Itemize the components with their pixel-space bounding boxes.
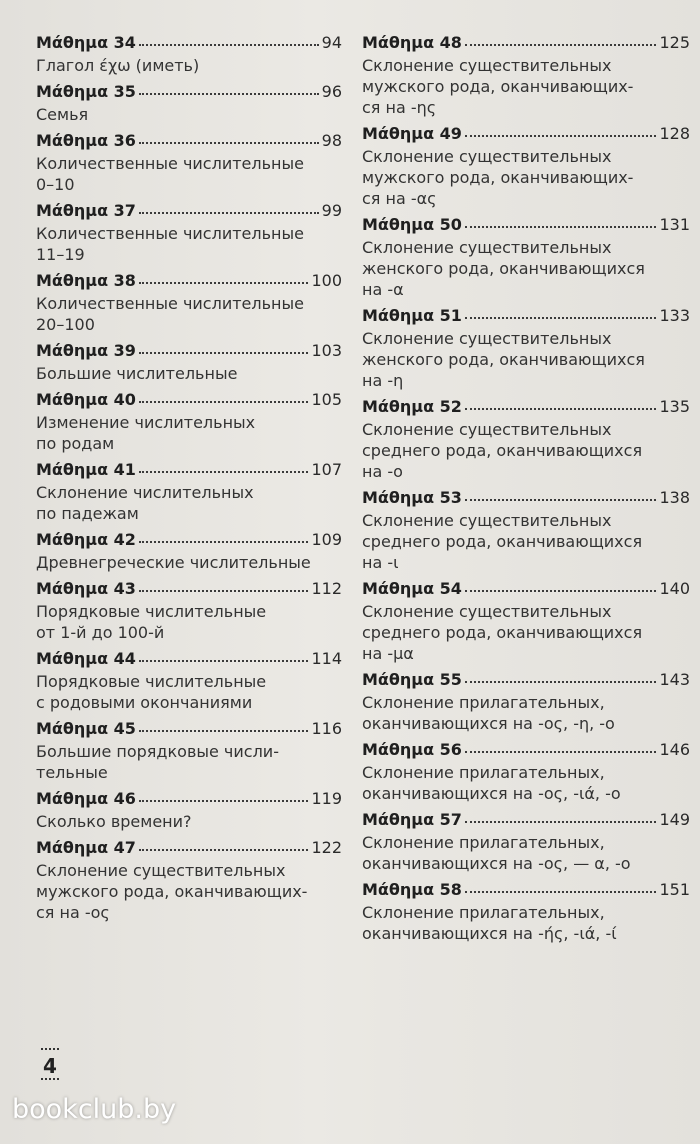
lesson-title: Μάθημα 53	[362, 488, 462, 507]
lesson-description-line: Семья	[36, 105, 89, 124]
lesson-title: Μάθημα 40	[36, 390, 136, 409]
toc-entry-heading	[362, 212, 690, 237]
lesson-description	[36, 412, 342, 454]
toc-entry	[36, 527, 342, 573]
lesson-title: Μάθημα 43	[36, 579, 136, 598]
toc-entry-heading	[36, 338, 342, 363]
lesson-description-line: Склонение прилагательных,	[362, 763, 605, 782]
lesson-description-line: Склонение существительных	[362, 329, 612, 348]
toc-entry-heading	[36, 835, 342, 860]
lesson-description-line: Склонение существительных	[362, 602, 612, 621]
toc-entry-heading	[36, 646, 342, 671]
lesson-description-line: среднего рода, оканчивающихся	[362, 623, 643, 642]
lesson-title: Μάθημα 46	[36, 789, 136, 808]
lesson-title: Μάθημα 52	[362, 397, 462, 416]
lesson-page-number: 100	[311, 271, 342, 290]
toc-entry-heading	[36, 198, 342, 223]
toc-entry-heading	[362, 576, 690, 601]
lesson-description-line: оканчивающихся на -ος, — α, -ο	[362, 854, 631, 873]
lesson-page-number: 119	[311, 789, 342, 808]
lesson-title: Μάθημα 42	[36, 530, 136, 549]
lesson-description	[362, 510, 690, 573]
lesson-description-line: Склонение прилагательных,	[362, 833, 605, 852]
lesson-description	[362, 55, 690, 118]
lesson-page-number: 98	[321, 131, 342, 150]
lesson-title: Μάθημα 47	[36, 838, 136, 857]
dot-leader	[465, 736, 657, 753]
dot-leader	[139, 197, 319, 214]
lesson-title: Μάθημα 48	[362, 33, 462, 52]
lesson-description-line: по родам	[36, 434, 115, 453]
lesson-description	[36, 363, 342, 384]
toc-entry	[36, 198, 342, 265]
lesson-page-number: 105	[311, 390, 342, 409]
lesson-page-number: 109	[311, 530, 342, 549]
lesson-title: Μάθημα 56	[362, 740, 462, 759]
toc-entry	[362, 30, 690, 118]
toc-entry-heading	[362, 737, 690, 762]
lesson-description-line: Склонение существительных	[362, 238, 612, 257]
lesson-description	[36, 293, 342, 335]
lesson-title: Μάθημα 44	[36, 649, 136, 668]
dot-leader	[139, 645, 309, 662]
lesson-title: Μάθημα 58	[362, 880, 462, 899]
lesson-description	[36, 104, 342, 125]
lesson-description	[36, 671, 342, 713]
dot-leader	[465, 302, 657, 319]
toc-entry	[362, 877, 690, 944]
lesson-description-line: Склонение существительных	[36, 861, 286, 880]
toc-entry	[36, 786, 342, 832]
lesson-description-line: Порядковые числительные	[36, 602, 267, 621]
lesson-page-number: 149	[659, 810, 690, 829]
lesson-description	[36, 153, 342, 195]
toc-entry	[362, 303, 690, 391]
lesson-description-line: Склонение существительных	[362, 56, 612, 75]
toc-right-column	[362, 30, 690, 944]
lesson-page-number: 135	[659, 397, 690, 416]
lesson-description-line: оканчивающихся на -ος, -η, -ο	[362, 714, 615, 733]
dot-leader	[139, 386, 309, 403]
toc-entry	[36, 79, 342, 125]
toc-entry-heading	[36, 457, 342, 482]
lesson-description-line: Склонение существительных	[362, 147, 612, 166]
page-number-block	[38, 1048, 62, 1084]
lesson-page-number: 99	[321, 201, 342, 220]
lesson-description-line: Количественные числительные	[36, 224, 304, 243]
toc-entry-heading	[362, 30, 690, 55]
lesson-description-line: Количественные числительные	[36, 154, 304, 173]
toc-entry-heading	[362, 807, 690, 832]
lesson-description-line: оканчивающихся на -ής, -ιά, -ί	[362, 924, 617, 943]
lesson-description-line: 0–10	[36, 175, 75, 194]
lesson-title: Μάθημα 49	[362, 124, 462, 143]
lesson-description-line: оканчивающихся на -ος, -ιά, -ο	[362, 784, 621, 803]
lesson-description	[362, 419, 690, 482]
lesson-description-line: Порядковые числительные	[36, 672, 267, 691]
toc-entry	[36, 268, 342, 335]
toc-entry	[36, 128, 342, 195]
lesson-page-number: 114	[311, 649, 342, 668]
lesson-title: Μάθημα 35	[36, 82, 136, 101]
lesson-description-line: на -ο	[362, 462, 403, 481]
lesson-title: Μάθημα 34	[36, 33, 136, 52]
lesson-page-number: 107	[311, 460, 342, 479]
toc-entry-heading	[36, 716, 342, 741]
dot-leader	[139, 834, 309, 851]
lesson-page-number: 122	[311, 838, 342, 857]
toc-entry-heading	[362, 667, 690, 692]
toc-entry	[362, 212, 690, 300]
lesson-description-line: Большие числительные	[36, 364, 238, 383]
lesson-description-line: на -μα	[362, 644, 414, 663]
lesson-description	[362, 832, 690, 874]
lesson-description	[362, 146, 690, 209]
toc-entry-heading	[362, 303, 690, 328]
dot-leader	[465, 120, 657, 137]
toc-entry-heading	[362, 877, 690, 902]
dot-leader	[139, 78, 319, 95]
lesson-page-number: 116	[311, 719, 342, 738]
lesson-page-number: 151	[659, 880, 690, 899]
lesson-title: Μάθημα 36	[36, 131, 136, 150]
toc-entry	[362, 394, 690, 482]
toc-entry	[36, 338, 342, 384]
dot-leader	[465, 29, 657, 46]
lesson-description-line: Склонение прилагательных,	[362, 903, 605, 922]
toc-entry-heading	[36, 128, 342, 153]
lesson-title: Μάθημα 50	[362, 215, 462, 234]
lesson-page-number: 131	[659, 215, 690, 234]
lesson-description-line: 11–19	[36, 245, 85, 264]
lesson-description	[36, 811, 342, 832]
toc-entry-heading	[36, 576, 342, 601]
lesson-description	[362, 762, 690, 804]
toc-entry	[362, 807, 690, 874]
lesson-page-number: 138	[659, 488, 690, 507]
lesson-page-number: 140	[659, 579, 690, 598]
lesson-description-line: мужского рода, оканчивающих-	[36, 882, 308, 901]
lesson-page-number: 103	[311, 341, 342, 360]
lesson-description	[36, 552, 342, 573]
dot-leader	[139, 456, 309, 473]
lesson-description-line: Сколько времени?	[36, 812, 192, 831]
toc-entry	[36, 716, 342, 783]
toc-entry-heading	[362, 485, 690, 510]
toc-entry-heading	[36, 527, 342, 552]
lesson-page-number: 143	[659, 670, 690, 689]
lesson-description	[362, 601, 690, 664]
toc-entry	[362, 737, 690, 804]
lesson-description-line: 20–100	[36, 315, 95, 334]
page-number-dots	[41, 1078, 59, 1084]
lesson-page-number: 133	[659, 306, 690, 325]
lesson-description-line: ся на -ας	[362, 189, 437, 208]
lesson-description-line: среднего рода, оканчивающихся	[362, 441, 643, 460]
lesson-description	[36, 860, 342, 923]
dot-leader	[465, 484, 657, 501]
lesson-description-line: Изменение числительных	[36, 413, 256, 432]
lesson-description-line: Склонение существительных	[362, 511, 612, 530]
lesson-title: Μάθημα 54	[362, 579, 462, 598]
lesson-description-line: Глагол έχω (иметь)	[36, 56, 200, 75]
lesson-description	[362, 328, 690, 391]
lesson-description-line: по падежам	[36, 504, 139, 523]
toc-entry	[36, 835, 342, 923]
toc-entry	[36, 30, 342, 76]
lesson-title: Μάθημα 45	[36, 719, 136, 738]
lesson-description-line: Количественные числительные	[36, 294, 304, 313]
toc-entry	[36, 457, 342, 524]
dot-leader	[465, 211, 657, 228]
dot-leader	[465, 876, 657, 893]
dot-leader	[465, 806, 657, 823]
lesson-description-line: женского рода, оканчивающихся	[362, 350, 645, 369]
toc-entry-heading	[362, 121, 690, 146]
page-number: 4	[43, 1054, 57, 1078]
lesson-page-number: 128	[659, 124, 690, 143]
lesson-description	[362, 237, 690, 300]
lesson-title: Μάθημα 41	[36, 460, 136, 479]
lesson-description-line: ся на -ης	[362, 98, 437, 117]
dot-leader	[139, 127, 319, 144]
lesson-title: Μάθημα 55	[362, 670, 462, 689]
lesson-description-line: Большие порядковые числи-	[36, 742, 279, 761]
toc-entry	[362, 121, 690, 209]
lesson-description-line: мужского рода, оканчивающих-	[362, 168, 634, 187]
dot-leader	[139, 575, 309, 592]
toc-entry-heading	[36, 79, 342, 104]
lesson-description-line: среднего рода, оканчивающихся	[362, 532, 643, 551]
toc-entry-heading	[362, 394, 690, 419]
lesson-description	[36, 601, 342, 643]
lesson-description-line: от 1-й до 100-й	[36, 623, 165, 642]
watermark: bookclub.by	[12, 1094, 177, 1125]
dot-leader	[465, 666, 657, 683]
toc-entry-heading	[36, 387, 342, 412]
toc-entry	[36, 387, 342, 454]
toc-entry	[362, 667, 690, 734]
lesson-title: Μάθημα 38	[36, 271, 136, 290]
lesson-description	[362, 902, 690, 944]
dot-leader	[465, 393, 657, 410]
lesson-description	[362, 692, 690, 734]
dot-leader	[139, 267, 309, 284]
lesson-page-number: 112	[311, 579, 342, 598]
toc-entry-heading	[36, 268, 342, 293]
lesson-description	[36, 223, 342, 265]
dot-leader	[139, 337, 309, 354]
lesson-description-line: Склонение числительных	[36, 483, 254, 502]
toc-left-column	[36, 30, 342, 923]
lesson-description	[36, 55, 342, 76]
lesson-description-line: на -α	[362, 280, 404, 299]
lesson-title: Μάθημα 51	[362, 306, 462, 325]
lesson-description-line: женского рода, оканчивающихся	[362, 259, 645, 278]
dot-leader	[139, 715, 309, 732]
lesson-title: Μάθημα 39	[36, 341, 136, 360]
toc-entry-heading	[36, 30, 342, 55]
lesson-description-line: Склонение существительных	[362, 420, 612, 439]
toc-entry-heading	[36, 786, 342, 811]
lesson-title: Μάθημα 37	[36, 201, 136, 220]
toc-entry	[362, 485, 690, 573]
toc-entry	[362, 576, 690, 664]
dot-leader	[139, 785, 309, 802]
toc-entry	[36, 646, 342, 713]
lesson-description	[36, 482, 342, 524]
lesson-description-line: Склонение прилагательных,	[362, 693, 605, 712]
lesson-description-line: на -ι	[362, 553, 399, 572]
lesson-description-line: Древнегреческие числительные	[36, 553, 311, 572]
lesson-page-number: 146	[659, 740, 690, 759]
dot-leader	[139, 29, 319, 46]
lesson-page-number: 96	[321, 82, 342, 101]
lesson-description-line: ся на -ος	[36, 903, 110, 922]
lesson-description-line: мужского рода, оканчивающих-	[362, 77, 634, 96]
toc-entry	[36, 576, 342, 643]
lesson-description-line: на -η	[362, 371, 404, 390]
dot-leader	[139, 526, 309, 543]
lesson-title: Μάθημα 57	[362, 810, 462, 829]
lesson-page-number: 94	[321, 33, 342, 52]
lesson-description-line: с родовыми окончаниями	[36, 693, 253, 712]
lesson-description-line: тельные	[36, 763, 108, 782]
lesson-page-number: 125	[659, 33, 690, 52]
dot-leader	[465, 575, 657, 592]
lesson-description	[36, 741, 342, 783]
